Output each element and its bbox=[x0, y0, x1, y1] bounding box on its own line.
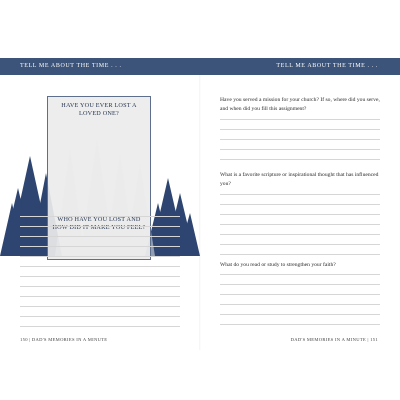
writing-line bbox=[220, 194, 380, 195]
writing-line bbox=[220, 284, 380, 285]
left-writing-lines bbox=[20, 216, 180, 328]
writing-line bbox=[220, 234, 380, 235]
writing-line bbox=[20, 246, 180, 247]
writing-line bbox=[20, 236, 180, 237]
writing-line bbox=[20, 266, 180, 267]
writing-line bbox=[220, 314, 380, 315]
question-mission: Have you served a mission for your church? If so, where did you serve, and when did you fill this assignment? bbox=[220, 97, 380, 112]
writing-line bbox=[20, 316, 180, 317]
writing-line bbox=[220, 224, 380, 225]
writing-line bbox=[20, 296, 180, 297]
right-page-header: TELL ME ABOUT THE TIME . . . bbox=[276, 63, 378, 69]
writing-line bbox=[20, 256, 180, 257]
card-question-who: WHO HAVE YOU LOST AND HOW DID IT MAKE YOU FEEL? bbox=[52, 216, 146, 232]
writing-line bbox=[220, 244, 380, 245]
writing-line bbox=[220, 274, 380, 275]
right-page-footer: DAD'S MEMORIES IN A MINUTE | 151 bbox=[290, 337, 378, 342]
right-lines-mission bbox=[220, 119, 380, 165]
question-study: What do you read or study to strengthen your faith? bbox=[220, 262, 336, 268]
writing-line bbox=[220, 214, 380, 215]
writing-line bbox=[20, 286, 180, 287]
right-lines-study bbox=[220, 274, 380, 330]
writing-line bbox=[20, 226, 180, 227]
writing-line bbox=[220, 129, 380, 130]
writing-line bbox=[20, 216, 180, 217]
card-question-lost: HAVE YOU EVER LOST A LOVED ONE? bbox=[61, 102, 137, 118]
writing-line bbox=[220, 119, 380, 120]
left-page-header: TELL ME ABOUT THE TIME . . . bbox=[20, 63, 122, 69]
right-lines-scripture bbox=[220, 194, 380, 260]
writing-line bbox=[20, 276, 180, 277]
writing-line bbox=[20, 306, 180, 307]
left-page-footer: 150 | DAD'S MEMORIES IN A MINUTE bbox=[20, 337, 108, 342]
header-band bbox=[0, 58, 400, 75]
question-scripture: What is a favorite scripture or inspirational thought that has influenced you? bbox=[220, 172, 379, 187]
writing-line bbox=[220, 139, 380, 140]
writing-line bbox=[220, 149, 380, 150]
writing-line bbox=[220, 159, 380, 160]
book-spread bbox=[0, 58, 400, 350]
writing-line bbox=[20, 326, 180, 327]
writing-line bbox=[220, 204, 380, 205]
writing-line bbox=[220, 324, 380, 325]
writing-line bbox=[220, 304, 380, 305]
writing-line bbox=[220, 254, 380, 255]
writing-line bbox=[220, 294, 380, 295]
